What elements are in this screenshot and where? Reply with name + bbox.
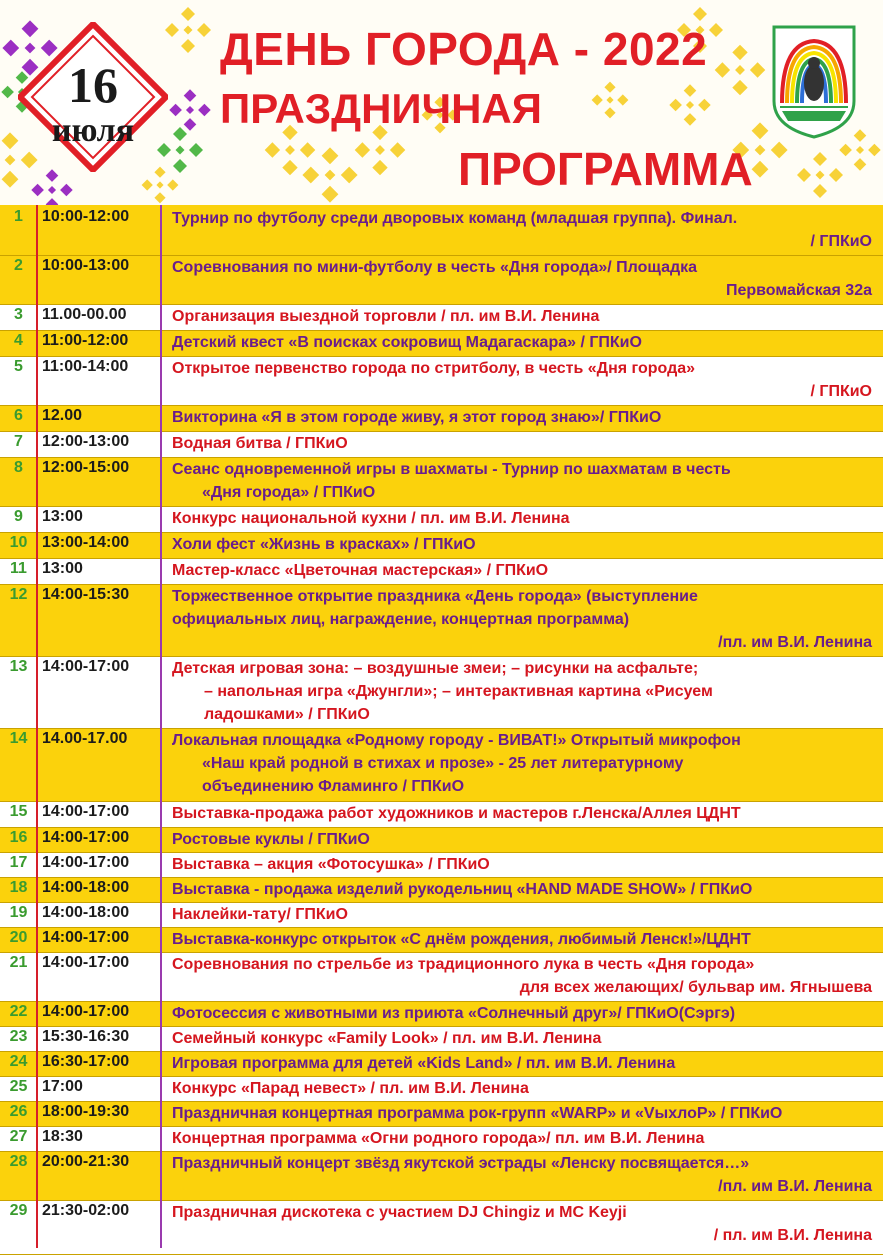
event-description-line: Соревнования по мини-футболу в честь «Дня города»/ Площадка xyxy=(172,259,698,276)
event-description-line: – напольная игра «Джунгли»; – интерактивная картина «Рисуем xyxy=(204,683,713,700)
row-number: 16 xyxy=(9,829,28,846)
row-separator xyxy=(0,656,883,657)
date-day: 16 xyxy=(68,57,118,113)
row-separator xyxy=(0,405,883,406)
row-number: 4 xyxy=(14,332,23,349)
ornament-diamond xyxy=(173,159,187,173)
row-number: 7 xyxy=(14,433,23,450)
table-row xyxy=(0,1102,883,1126)
ornament-diamond xyxy=(604,107,615,118)
ornament-diamond xyxy=(813,184,827,198)
row-number: 25 xyxy=(9,1078,28,1095)
ornament-diamond xyxy=(375,145,385,155)
ornament-diamond xyxy=(325,170,336,181)
row-separator xyxy=(0,1101,883,1102)
row-separator xyxy=(0,356,883,357)
event-description-line: Конкурс «Парад невест» / пл. им В.И. Ленина xyxy=(172,1080,529,1097)
event-time: 10:00-13:00 xyxy=(42,257,130,274)
row-separator xyxy=(0,1001,883,1002)
row-number: 28 xyxy=(9,1153,28,1170)
row-number: 12 xyxy=(9,586,28,603)
ornament-diamond xyxy=(854,158,867,171)
event-time: 18:30 xyxy=(42,1128,83,1145)
event-description xyxy=(172,1152,872,1198)
table-row xyxy=(0,1052,883,1076)
event-description-line: Игровая программа для детей «Kids Land» / пл. им В.И. Ленина xyxy=(172,1055,676,1072)
ornament-diamond xyxy=(698,99,711,112)
event-description xyxy=(172,853,872,876)
ornament-diamond xyxy=(154,192,165,203)
row-separator xyxy=(0,584,883,585)
row-separator xyxy=(0,304,883,305)
ornament-diamond xyxy=(735,65,745,75)
ornament-diamond xyxy=(189,143,203,157)
ornament-diamond xyxy=(142,179,153,190)
ornament-diamond xyxy=(285,145,295,155)
row-number: 19 xyxy=(9,904,28,921)
ornament-diamond xyxy=(813,152,827,166)
event-description-line: Наклейки-тату/ ГПКиО xyxy=(172,906,348,923)
ornament-diamond xyxy=(169,104,182,117)
event-description-line: Семейный конкурс «Family Look» / пл. им В.И. Ленина xyxy=(172,1030,602,1047)
event-description-line: /пл. им В.И. Ленина xyxy=(718,1178,872,1195)
ornament-diamond xyxy=(750,62,765,77)
event-description xyxy=(172,207,872,253)
row-number: 11 xyxy=(10,560,27,577)
ornament-diamond xyxy=(755,145,766,156)
page-header xyxy=(0,0,883,205)
table-row xyxy=(0,1201,883,1254)
event-description xyxy=(172,1102,872,1125)
event-description-line: Выставка – акция «Фотосушка» / ГПКиО xyxy=(172,856,490,873)
row-number: 5 xyxy=(14,358,23,375)
event-time: 17:00 xyxy=(42,1078,83,1095)
row-number: 21 xyxy=(9,954,28,971)
ornament-diamond xyxy=(684,84,697,97)
ornament-diamond xyxy=(5,155,16,166)
date-badge xyxy=(18,22,168,172)
row-separator xyxy=(0,902,883,903)
event-time: 14:00-17:00 xyxy=(42,1003,130,1020)
ornament-diamond xyxy=(816,171,825,180)
event-time: 14:00-18:00 xyxy=(42,904,130,921)
event-description-line: Торжественное открытие праздника «День города» (выступление xyxy=(172,588,698,605)
table-row xyxy=(0,1127,883,1151)
event-time: 10:00-12:00 xyxy=(42,208,130,225)
ornament-diamond xyxy=(856,146,864,154)
event-description xyxy=(172,432,872,455)
ornament-diamond xyxy=(797,168,811,182)
ornament-diamond xyxy=(693,7,707,21)
event-time: 13:00-14:00 xyxy=(42,534,130,551)
event-description xyxy=(172,1052,872,1075)
event-time: 14:00-17:00 xyxy=(42,954,130,971)
row-number: 23 xyxy=(9,1028,28,1045)
event-description-line: Концертная программа «Огни родного города»/ пл. им В.И. Ленина xyxy=(172,1130,705,1147)
event-description-line: официальных лиц, награждение, концертная программа) xyxy=(172,611,630,628)
ornament-diamond xyxy=(181,7,195,21)
event-description-line: Первомайская 32а xyxy=(726,282,872,299)
event-time: 14:00-17:00 xyxy=(42,829,130,846)
table-row xyxy=(0,432,883,457)
table-row xyxy=(0,1077,883,1101)
table-row xyxy=(0,802,883,827)
event-description-line: Турнир по футболу среди дворовых команд (младшая группа). Финал. xyxy=(172,210,738,227)
event-description xyxy=(172,802,872,825)
event-time: 13:00 xyxy=(42,560,83,577)
ornament-diamond xyxy=(604,82,615,93)
row-separator xyxy=(0,801,883,802)
event-description-line: Ростовые куклы / ГПКиО xyxy=(172,831,370,848)
event-time: 11.00-00.00 xyxy=(42,306,127,323)
event-description-line: «Дня города» / ГПКиО xyxy=(202,484,376,501)
event-time: 12.00 xyxy=(42,407,83,424)
page-title: ДЕНЬ ГОРОДА - 2022 xyxy=(220,23,708,75)
row-separator xyxy=(0,952,883,953)
row-number: 2 xyxy=(14,257,23,274)
ornament-diamond xyxy=(390,142,405,157)
table-row xyxy=(0,458,883,506)
event-description-line: Мастер-класс «Цветочная мастерская» / ГПКиО xyxy=(172,562,549,579)
event-description-line: Праздничная дискотека с участием DJ Chingiz и MC Keyji xyxy=(172,1204,627,1221)
event-description-line: / ГПКиО xyxy=(810,233,872,250)
event-time: 14:00-17:00 xyxy=(42,803,130,820)
event-description xyxy=(172,331,872,354)
event-time: 11:00-14:00 xyxy=(42,358,129,375)
ornament-diamond xyxy=(771,142,788,159)
row-separator xyxy=(0,1126,883,1127)
event-description xyxy=(172,533,872,556)
ornament-diamond xyxy=(156,181,163,188)
event-description-line: Детская игровая зона: – воздушные змеи; – рисунки на асфальте; xyxy=(172,660,699,677)
table-row xyxy=(0,331,883,356)
city-coat-of-arms-icon xyxy=(770,23,858,139)
event-description xyxy=(172,507,872,530)
ornament-diamond xyxy=(715,62,730,77)
event-description xyxy=(172,828,872,851)
event-description xyxy=(172,1002,872,1025)
event-description xyxy=(172,1201,872,1247)
ornament-diamond xyxy=(48,186,56,194)
event-description xyxy=(172,1127,872,1150)
ornament-diamond xyxy=(669,99,682,112)
ornament-diamond xyxy=(184,89,197,102)
table-row xyxy=(0,1152,883,1200)
ornament-diamond xyxy=(2,40,19,57)
ornament-diamond xyxy=(839,144,852,157)
table-row xyxy=(0,256,883,304)
row-number: 10 xyxy=(9,534,28,551)
ornament-diamond xyxy=(300,142,315,157)
ornament-diamond xyxy=(752,122,769,139)
ornament-diamond xyxy=(181,39,195,53)
row-number: 20 xyxy=(9,929,28,946)
row-separator xyxy=(0,1076,883,1077)
event-time: 12:00-13:00 xyxy=(42,433,130,450)
event-description-line: Водная битва / ГПКиО xyxy=(172,435,348,452)
row-separator xyxy=(0,1200,883,1201)
table-row xyxy=(0,903,883,927)
row-number: 29 xyxy=(9,1202,28,1219)
row-number: 9 xyxy=(14,508,23,525)
event-description xyxy=(172,585,872,654)
event-description-line: Локальная площадка «Родному городу - ВИВАТ!» Открытый микрофон xyxy=(172,732,741,749)
row-separator xyxy=(0,506,883,507)
event-time: 18:00-19:30 xyxy=(42,1103,130,1120)
row-number: 27 xyxy=(9,1128,28,1145)
column-divider-red xyxy=(36,205,38,1248)
row-number: 18 xyxy=(9,879,28,896)
event-description-line: Фотосессия с животными из приюта «Солнечный друг»/ ГПКиО(Сэргэ) xyxy=(172,1005,736,1022)
ornament-diamond xyxy=(176,146,185,155)
row-number: 6 xyxy=(14,407,23,424)
ornament-diamond xyxy=(372,160,387,175)
event-time: 13:00 xyxy=(42,508,83,525)
column-divider-purple xyxy=(160,205,162,1248)
ornament-diamond xyxy=(282,160,297,175)
table-row xyxy=(0,853,883,877)
ornament-diamond xyxy=(341,167,358,184)
event-description-line: Открытое первенство города по стритболу, в честь «Дня города» xyxy=(172,360,696,377)
event-time: 12:00-15:00 xyxy=(42,459,130,476)
ornament-diamond xyxy=(302,167,319,184)
event-description-line: Детский квест «В поисках сокровищ Мадагаскара» / ГПКиО xyxy=(172,334,642,351)
event-description xyxy=(172,559,872,582)
event-description xyxy=(172,458,872,504)
ornament-diamond xyxy=(31,184,44,197)
row-number: 24 xyxy=(9,1053,28,1070)
event-description-line: /пл. им В.И. Ленина xyxy=(718,634,872,651)
row-separator xyxy=(0,255,883,256)
ornament-diamond xyxy=(752,161,769,178)
table-row xyxy=(0,828,883,852)
ornament-diamond xyxy=(686,101,694,109)
row-number: 1 xyxy=(14,208,23,225)
table-row xyxy=(0,729,883,801)
row-separator xyxy=(0,431,883,432)
table-row xyxy=(0,357,883,405)
event-time: 21:30-02:00 xyxy=(42,1202,130,1219)
table-row xyxy=(0,1002,883,1026)
table-row xyxy=(0,207,883,255)
ornament-diamond xyxy=(184,26,193,35)
ornament-diamond xyxy=(322,186,339,203)
row-separator xyxy=(0,1026,883,1027)
ornament-diamond xyxy=(732,45,747,60)
table-row xyxy=(0,585,883,656)
table-row xyxy=(0,533,883,558)
table-row xyxy=(0,928,883,952)
row-number: 14 xyxy=(9,730,28,747)
ornament-diamond xyxy=(186,106,194,114)
ornament-diamond xyxy=(46,198,59,205)
event-description xyxy=(172,729,872,798)
event-description-line: для всех желающих/ бульвар им. Ягнышева xyxy=(519,979,872,996)
event-description-line: ладошками» / ГПКиО xyxy=(204,706,370,723)
ornament-diamond xyxy=(2,171,19,188)
ornament-diamond xyxy=(184,118,197,131)
date-month: июля xyxy=(51,112,135,149)
events-table xyxy=(0,205,883,1248)
ornament-diamond xyxy=(173,127,187,141)
event-description-line: Конкурс национальной кухни / пл. им В.И. Ленина xyxy=(172,510,570,527)
event-time: 14:00-15:30 xyxy=(42,586,130,603)
event-description xyxy=(172,357,872,403)
event-description xyxy=(172,878,872,901)
ornament-diamond xyxy=(198,104,211,117)
event-description-line: / пл. им В.И. Ленина xyxy=(713,1227,872,1244)
ornament-diamond xyxy=(1,86,14,99)
ornament-diamond xyxy=(732,80,747,95)
event-description-line: Праздничная концертная программа рок-групп «WARP» и «VыхлоР» / ГПКиО xyxy=(172,1105,783,1122)
table-row xyxy=(0,878,883,902)
row-separator xyxy=(0,1051,883,1052)
table-row xyxy=(0,953,883,1001)
row-separator xyxy=(0,877,883,878)
ornament-diamond xyxy=(617,94,628,105)
table-row xyxy=(0,559,883,584)
event-description-line: Праздничный концерт звёзд якутской эстрады «Ленску посвящается…» xyxy=(172,1155,750,1172)
event-time: 14:00-17:00 xyxy=(42,929,130,946)
ornament-diamond xyxy=(606,96,613,103)
table-row xyxy=(0,1027,883,1051)
event-description-line: «Наш край родной в стихах и прозе» - 25 лет литературному xyxy=(202,755,684,772)
row-separator xyxy=(0,330,883,331)
subtitle-line2: ПРОГРАММА xyxy=(458,143,753,195)
event-description-line: Выставка-конкурс открыток «С днём рождения, любимый Ленск!»/ЦДНТ xyxy=(172,931,751,948)
ornament-diamond xyxy=(167,179,178,190)
row-separator xyxy=(0,1151,883,1152)
event-description xyxy=(172,1077,872,1100)
event-description-line: Сеанс одновременной игры в шахматы - Турнир по шахматам в честь xyxy=(172,461,731,478)
row-number: 13 xyxy=(9,658,28,675)
event-time: 16:30-17:00 xyxy=(42,1053,130,1070)
row-separator xyxy=(0,827,883,828)
row-number: 8 xyxy=(14,459,23,476)
event-time: 11:00-12:00 xyxy=(42,332,129,349)
table-row xyxy=(0,305,883,330)
event-description xyxy=(172,903,872,926)
ornament-diamond xyxy=(197,23,211,37)
event-description xyxy=(172,256,872,302)
row-separator xyxy=(0,927,883,928)
table-row xyxy=(0,507,883,532)
row-number: 3 xyxy=(14,306,23,323)
event-description-line: объединению Фламинго / ГПКиО xyxy=(202,778,465,795)
event-description xyxy=(172,657,872,726)
event-description xyxy=(172,928,872,951)
ornament-diamond xyxy=(2,132,19,149)
ornament-diamond xyxy=(592,94,603,105)
row-separator xyxy=(0,457,883,458)
event-time: 15:30-16:30 xyxy=(42,1028,130,1045)
row-number: 15 xyxy=(9,803,28,820)
row-separator xyxy=(0,558,883,559)
row-separator xyxy=(0,532,883,533)
ornament-diamond xyxy=(265,142,280,157)
event-description-line: Выставка - продажа изделий рукодельниц «HAND MADE SHOW» / ГПКиО xyxy=(172,881,753,898)
event-time: 14.00-17.00 xyxy=(42,730,128,747)
ornament-diamond xyxy=(684,113,697,126)
table-row xyxy=(0,657,883,728)
event-time: 14:00-17:00 xyxy=(42,658,130,675)
row-number: 17 xyxy=(9,854,28,871)
event-description-line: Викторина «Я в этом городе живу, я этот город знаю»/ ГПКиО xyxy=(172,409,662,426)
ornament-diamond xyxy=(355,142,370,157)
event-description xyxy=(172,953,872,999)
ornament-diamond xyxy=(709,23,723,37)
event-description-line: Соревнования по стрельбе из традиционного лука в честь «Дня города» xyxy=(172,956,755,973)
ornament-diamond xyxy=(868,144,881,157)
row-separator xyxy=(0,728,883,729)
event-description xyxy=(172,406,872,429)
row-number: 22 xyxy=(9,1003,28,1020)
ornament-diamond xyxy=(829,168,843,182)
event-time: 14:00-17:00 xyxy=(42,854,130,871)
event-description-line: Выставка-продажа работ художников и мастеров г.Ленска/Аллея ЦДНТ xyxy=(172,805,741,822)
event-description xyxy=(172,1027,872,1050)
event-time: 14:00-18:00 xyxy=(42,879,130,896)
event-description xyxy=(172,305,872,328)
event-description-line: / ГПКиО xyxy=(810,383,872,400)
ornament-diamond xyxy=(322,147,339,164)
event-time: 20:00-21:30 xyxy=(42,1153,130,1170)
event-description-line: Холи фест «Жизнь в красках» / ГПКиО xyxy=(172,536,476,553)
event-description-line: Организация выездной торговли / пл. им В.И. Ленина xyxy=(172,308,600,325)
ornament-diamond xyxy=(60,184,73,197)
subtitle-line1: ПРАЗДНИЧНАЯ xyxy=(220,85,542,132)
row-separator xyxy=(0,852,883,853)
row-number: 26 xyxy=(9,1103,28,1120)
table-row xyxy=(0,406,883,431)
